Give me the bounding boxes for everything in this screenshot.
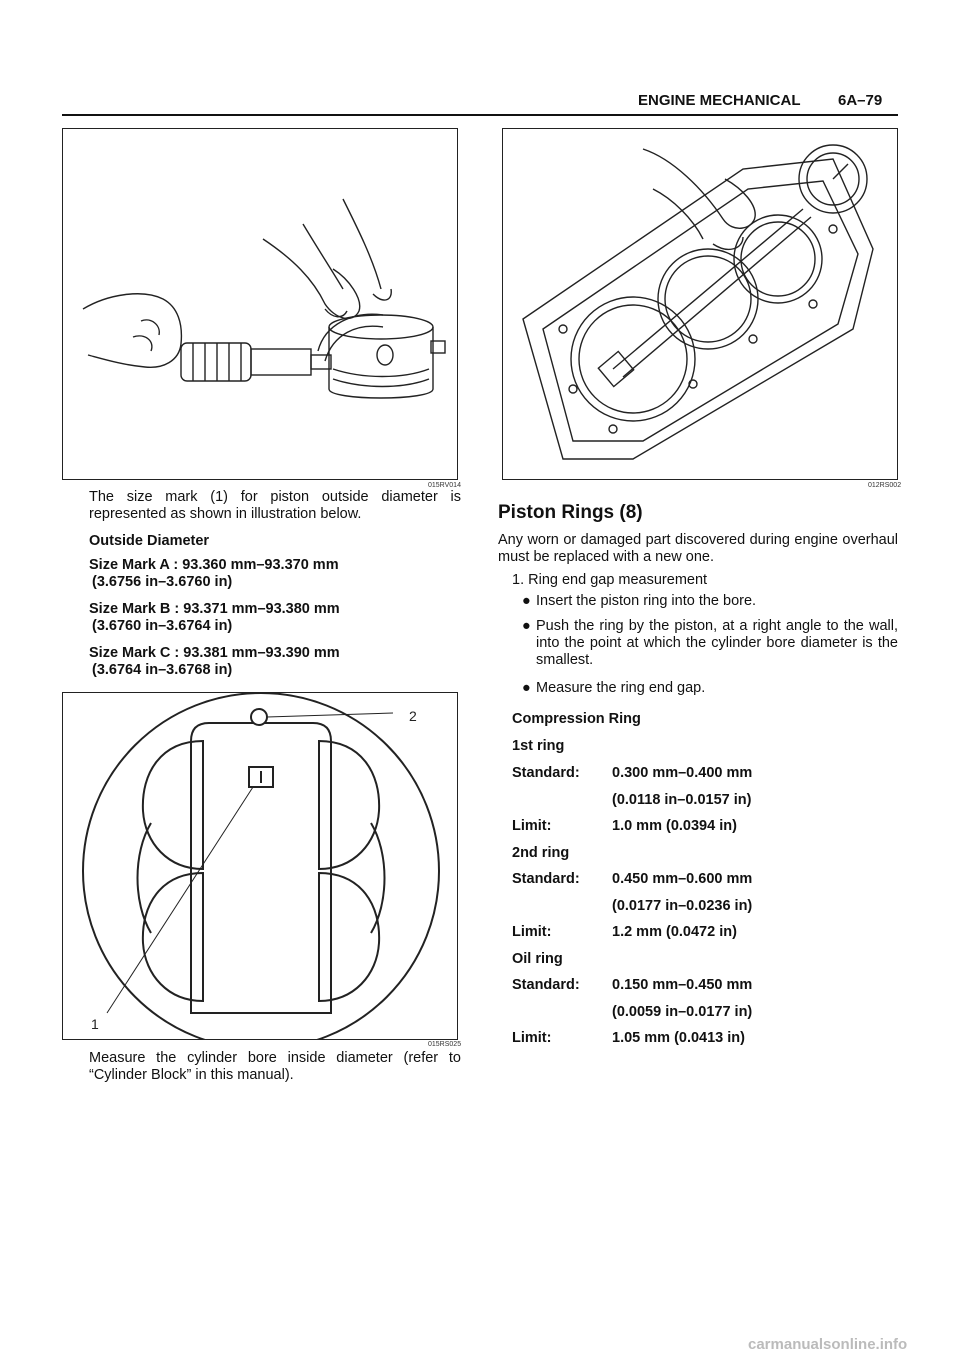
step-ring-gap: 1. Ring end gap measurement bbox=[512, 572, 708, 588]
size-mark-intro: The size mark (1) for piston outside diameter is represented as shown in illustration below. bbox=[89, 489, 461, 522]
header-divider bbox=[62, 114, 898, 116]
oil-std-imperial: (0.0059 in–0.0177 in) bbox=[612, 1004, 753, 1020]
bullet-item: ● Push the ring by the piston, at a right angle to the wall, into the point at which the cylinder bore diameter is the smallest. bbox=[522, 618, 898, 668]
size-mark-b: Size Mark B : 93.371 mm–93.380 mm bbox=[89, 601, 340, 617]
oil-limit-label: Limit: bbox=[512, 1030, 552, 1046]
ring2-std-label: Standard: bbox=[512, 871, 580, 887]
ring2-label: 2nd ring bbox=[512, 845, 570, 861]
ring1-std-imperial: (0.0118 in–0.0157 in) bbox=[612, 792, 752, 808]
bullet-item: ● Measure the ring end gap. bbox=[522, 680, 706, 696]
oil-limit-value: 1.05 mm (0.0413 in) bbox=[612, 1030, 745, 1046]
bore-gauge-figure bbox=[502, 128, 898, 480]
ring1-std-value: 0.300 mm–0.400 mm bbox=[612, 765, 753, 781]
ring1-limit-label: Limit: bbox=[512, 818, 552, 834]
micrometer-figure bbox=[62, 128, 458, 480]
piston-top-illustration bbox=[63, 693, 457, 1039]
ring1-limit-value: 1.0 mm (0.0394 in) bbox=[612, 818, 737, 834]
outside-diameter-title: Outside Diameter bbox=[89, 533, 210, 549]
callout-2: 2 bbox=[409, 708, 417, 724]
ring2-limit-label: Limit: bbox=[512, 924, 552, 940]
watermark: carmanualsonline.info bbox=[748, 1336, 908, 1353]
micrometer-illustration bbox=[63, 129, 457, 479]
bullet-item: ● Insert the piston ring into the bore. bbox=[522, 593, 757, 609]
size-mark-a-imperial: (3.6756 in–3.6760 in) bbox=[92, 574, 233, 590]
ring2-std-value: 0.450 mm–0.600 mm bbox=[612, 871, 753, 887]
piston-rings-heading: Piston Rings (8) bbox=[498, 502, 643, 523]
bore-gauge-illustration bbox=[503, 129, 897, 479]
bore-note: Measure the cylinder bore inside diameter (refer to “Cylinder Block” in this manual). bbox=[89, 1050, 461, 1083]
size-mark-c-imperial: (3.6764 in–3.6768 in) bbox=[92, 662, 233, 678]
callout-1: 1 bbox=[91, 1016, 99, 1032]
section-title: ENGINE MECHANICAL bbox=[638, 92, 801, 109]
bullet-icon: ● bbox=[522, 618, 531, 634]
oil-std-value: 0.150 mm–0.450 mm bbox=[612, 977, 753, 993]
size-mark-b-imperial: (3.6760 in–3.6764 in) bbox=[92, 618, 233, 634]
size-mark-c: Size Mark C : 93.381 mm–93.390 mm bbox=[89, 645, 340, 661]
ring2-std-imperial: (0.0177 in–0.0236 in) bbox=[612, 898, 753, 914]
compression-ring-title: Compression Ring bbox=[512, 711, 641, 727]
ring1-std-label: Standard: bbox=[512, 765, 580, 781]
oil-std-label: Standard: bbox=[512, 977, 580, 993]
bullet-icon: ● bbox=[522, 680, 531, 696]
ring1-label: 1st ring bbox=[512, 738, 565, 754]
piston-rings-intro: Any worn or damaged part discovered during engine overhaul must be replaced with a new one. bbox=[498, 532, 898, 565]
bullet-icon: ● bbox=[522, 593, 531, 609]
size-mark-a: Size Mark A : 93.360 mm–93.370 mm bbox=[89, 557, 339, 573]
piston-top-figure bbox=[62, 692, 458, 1040]
figure-code: 012RS002 bbox=[868, 482, 902, 489]
oil-ring-label: Oil ring bbox=[512, 951, 563, 967]
figure-code: 015RV014 bbox=[428, 482, 461, 489]
ring2-limit-value: 1.2 mm (0.0472 in) bbox=[612, 924, 737, 940]
figure-code: 015RS025 bbox=[428, 1041, 462, 1048]
page-number: 6A–79 bbox=[838, 92, 883, 109]
